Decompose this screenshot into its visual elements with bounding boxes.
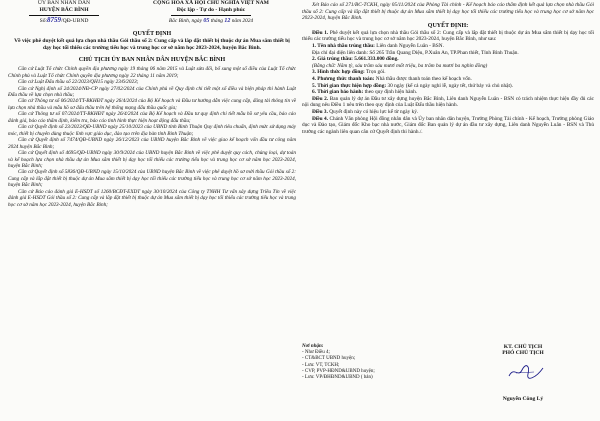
item-4 — [302, 76, 594, 83]
recipient-item: - Như Điều 4; — [302, 350, 330, 356]
item-3 — [302, 69, 594, 76]
national-header — [126, 0, 296, 25]
recipient-item: - CT&BCT UBND huyện; — [302, 356, 356, 362]
recipients-title: Nơi nhận: — [302, 344, 324, 349]
signer-role-1: KT. CHỦ TỊCH — [503, 344, 543, 350]
legal-basis: Căn cứ Thông tư số 07/2024/TT-BKHĐT ngày 26/4/2024 của Bộ Kế hoạch và Đầu tư quy định chi tiết mẫu hồ sơ yêu cầu, báo cáo đánh giá, báo cáo thẩm định, kiểm tra, báo cáo tình hình thực hiện hoạt động đấu thầu; — [8, 111, 296, 124]
document-number — [8, 17, 120, 25]
item-5-text: 30 ngày (kể cả ngày nghỉ lễ, ngày tết, thứ bảy và chủ nhật). — [386, 82, 514, 89]
item-2-words: (Bằng chữ: Năm tỷ, sáu trăm sáu mươi mốt triệu, ba trăm ba mươi ba nghìn đồng) — [312, 62, 488, 69]
date-month-prefix: tháng — [210, 18, 223, 24]
item-1-address: Địa chỉ đại diện liên danh: Số 265 Trần Quang Diệu, P.Xuân An, TP.Phan thiết, Tỉnh Bình Thuận. — [312, 49, 519, 56]
nation-name: CỘNG HÒA XÃ HỘI CHỦ NGHĨA VIỆT NAM — [153, 0, 269, 6]
handwritten-signature-icon — [506, 364, 546, 380]
legal-basis: Căn cứ Quyết định số 7474/QĐ-UBND ngày 26/12/2023 của UBND huyện Bắc Bình về việc giao kế hoạch vốn đầu tư công năm 2024 huyện Bắc Bình; — [8, 137, 296, 150]
signer-role-2: PHÓ CHỦ TỊCH — [502, 350, 544, 356]
article-3-label: Điều 3. — [312, 108, 328, 115]
item-3-label: 3. Hình thức hợp đồng: — [312, 69, 365, 76]
recipients-block — [302, 344, 432, 381]
document-date — [126, 18, 296, 25]
article-4-label: Điều 4. — [312, 115, 329, 122]
recipient-item: - Lưu: VP/ĐHĐND&UBND ( bản) — [302, 375, 373, 381]
legal-basis: Căn cứ Quyết định số 5836/QĐ-UBND ngày 15/10/2024 của UBND huyện Bắc Bình về việc phê duyệt hồ sơ mời thầu Gói thầu số 2: Cung cấp và lắp đặt thiết bị thuộc dự án Mua sắm thiết bị dạy học tối thiểu các trường tiểu học và trung học cơ sở năm học 2023-2024, huyện Bắc Bình; — [8, 169, 296, 189]
article-2-text: Ban quản lý dự án Đầu tư xây dựng huyện Bắc Bình, Liên danh Nguyễn Luân - BSN có trách nhiệm thực hiện đầy đủ các nội dung nêu Điều 1 nêu trên theo quy định của Luật Đấu thầu hiện hành. — [302, 95, 594, 109]
item-3-text: Trọn gói. — [364, 69, 386, 76]
item-5-label: 5. Thời gian thực hiện hợp đồng: — [312, 82, 387, 89]
legal-bases — [8, 66, 296, 208]
article-4 — [302, 116, 594, 136]
document-header — [8, 0, 296, 25]
legal-basis: Căn cứ Thông tư số 06/2024/TT-BKHĐT ngày 26/4/2024 của Bộ Kế hoạch và Đầu tư hướng dẫn việc cung cấp, đăng tải thông tin về lựa chọn nhà thầu và mẫu hồ sơ đấu thầu trên hệ thống mạng đấu thầu quốc gia; — [8, 98, 296, 111]
right-column — [302, 0, 594, 402]
article-3-text: Quyết định này có hiệu lực kể từ ngày ký. — [327, 108, 419, 115]
number-prefix: Số: — [39, 18, 48, 24]
consideration-text: Xét Báo cáo số 271/BC-TCKH, ngày 05/11/2024 của Phòng Tài chính - Kế hoạch báo cáo thẩm định kết quả lựa chọn nhà thầu Gói thầu số 2: Cung cấp và lắp đặt thiết bị thuộc dự án Mua sắm thiết bị dạy học tối thiểu các trường tiểu học và trung học cơ sở năm học 2023-2024, huyện Bắc Bình. — [302, 2, 594, 22]
article-4-text: Chánh Văn phòng Hội đồng nhân dân và Ủy ban nhân dân huyện, Trưởng Phòng Tài chính - Kế hoạch, Trưởng phòng Giáo dục và Đào tạo, Giám đốc Kho bạc nhà nước, Giám đốc Ban quản lý dự án đầu tư xây dựng, Liên danh Nguyễn Luân - BSN và Thủ trưởng các ngành liên quan căn cứ Quyết định thi hành./. — [302, 115, 594, 135]
national-motto: Độc lập - Tự do - Hạnh phúc — [176, 7, 246, 13]
legal-basis: Căn cứ Nghị định số 24/2024/NĐ-CP ngày 27/02/2024 của Chính phủ về Quy định chi tiết một số điều và biện pháp thi hành Luật Đấu thầu về lựa chọn nhà thầu; — [8, 85, 296, 98]
legal-basis: Căn cứ Luật Tổ chức Chính quyền địa phương ngày 19 tháng 06 năm 2015 và Luật sửa đổi, bổ sung một số điều của Luật Tổ chức Chính phủ và Luật Tổ chức Chính quyền địa phương ngày 22 tháng 11 năm 2019; — [8, 66, 296, 79]
number-handwritten: 8759 — [47, 16, 62, 24]
legal-basis: Căn cứ Quyết định số 23/2023/QĐ-UBND ngày 25/10/2023 của UBND tỉnh Bình Thuận Quy định tiêu chuẩn, định mức sử dụng máy móc, thiết bị chuyên dùng thuộc lĩnh vực giáo dục, đào tạo trên địa bàn tỉnh Bình Thuận; — [8, 124, 296, 137]
item-5 — [302, 83, 594, 90]
recipient-item: - Lưu: VT, TCKH; — [302, 362, 340, 368]
issuing-authority-title: CHỦ TỊCH ỦY BAN NHÂN DÂN HUYỆN BẮC BÌNH — [78, 56, 226, 64]
authority-line-1: ỦY BAN NHÂN DÂN — [37, 0, 91, 6]
item-1 — [302, 43, 594, 50]
legal-basis: Căn cứ Quyết định số 4695/QĐ-UBND ngày 30/9/2024 của UBND huyện Bắc Bình về việc phê duyệt quy cách, chủng loại, dự toán và kế hoạch lựa chọn nhà thầu dự án Mua sắm thiết bị dạy học tối thiểu các trường tiểu học và trung học cơ sở năm học 2023-2024, huyện Bắc Bình; — [8, 150, 296, 169]
date-prefix: Bắc Bình, ngày — [168, 18, 202, 24]
date-year: năm 2024 — [231, 18, 254, 24]
item-2 — [302, 56, 594, 63]
motto-underline — [171, 15, 251, 16]
item-6-text: theo quy định hiện hành. — [363, 89, 418, 96]
signature-block — [458, 344, 588, 356]
left-column — [8, 0, 296, 208]
legal-basis: Căn cứ Luật Đấu thầu số 22/2023/QH15 ngày 23/6/2023; — [18, 79, 139, 86]
legal-basis: Căn cứ Báo cáo đánh giá E-HSDT số 1260/BCĐT-EXDT ngày 30/10/2024 của Công ty TNHH Tư vấn xây dựng Triều Tín về việc đánh giá E-HSDT Gói thầu số 2: Cung cấp và lắp đặt thiết bị thuộc dự án Mua sắm thiết bị dạy học tối thiểu các trường tiểu học và trung học cơ sở năm học 2023-2024, huyện Bắc Bình; — [8, 188, 296, 208]
article-3 — [302, 109, 594, 116]
issuing-authority — [8, 0, 120, 25]
item-6-label: 6. Thời gian bảo hành: — [312, 89, 364, 96]
item-6 — [302, 89, 594, 96]
article-1 — [302, 30, 594, 43]
item-2-label: 2. Giá trúng thầu: — [312, 56, 353, 63]
authority-line-2: HUYỆN BẮC BÌNH — [39, 7, 89, 13]
article-2 — [302, 96, 594, 109]
signer-name: Nguyễn Công Lý — [502, 396, 544, 402]
document-subject: Về việc phê duyệt kết quả lựa chọn nhà thầu Gói thầu số 2: Cung cấp và lắp đặt thiết bị thuộc dự án Mua sắm thiết bị dạy học tối thiểu các trường tiểu học và trung học cơ sở năm học 2023-2024, huyện Bắc Bình. — [14, 38, 290, 51]
article-2-label: Điều 2. — [312, 95, 329, 102]
date-month: 12 — [224, 18, 231, 24]
item-2-text: 5.661.333.000 đồng. — [352, 56, 399, 63]
recipient-item: - CVP, PVP-HĐND&UBND huyện; — [302, 368, 375, 374]
decides-heading: QUYẾT ĐỊNH: — [427, 22, 469, 29]
item-1-label: 1. Tên nhà thầu trúng thầu: — [312, 42, 375, 49]
item-1-text: Liên danh Nguyễn Luân - BSN. — [374, 42, 444, 49]
authority-underline — [29, 15, 99, 16]
article-1-label: Điều 1. — [312, 29, 329, 36]
item-4-label: 4. Phương thức thanh toán: — [312, 75, 375, 82]
date-day: 05 — [203, 18, 210, 24]
document-title: QUYẾT ĐỊNH — [132, 31, 172, 37]
item-4-text: Nhà thầu được thanh toán theo kế hoạch vốn. — [374, 75, 472, 82]
number-suffix: /QĐ-UBND — [61, 18, 89, 24]
article-1-text: Phê duyệt kết quả lựa chọn nhà thầu Gói thầu số 2: Cung cấp và lắp đặt thiết bị thuộc dự án Mua sắm thiết bị dạy học tối thiểu các trường tiểu học và trung học cơ sở năm học 2023-2024, huyện Bắc Bình, như sau: — [302, 29, 594, 43]
